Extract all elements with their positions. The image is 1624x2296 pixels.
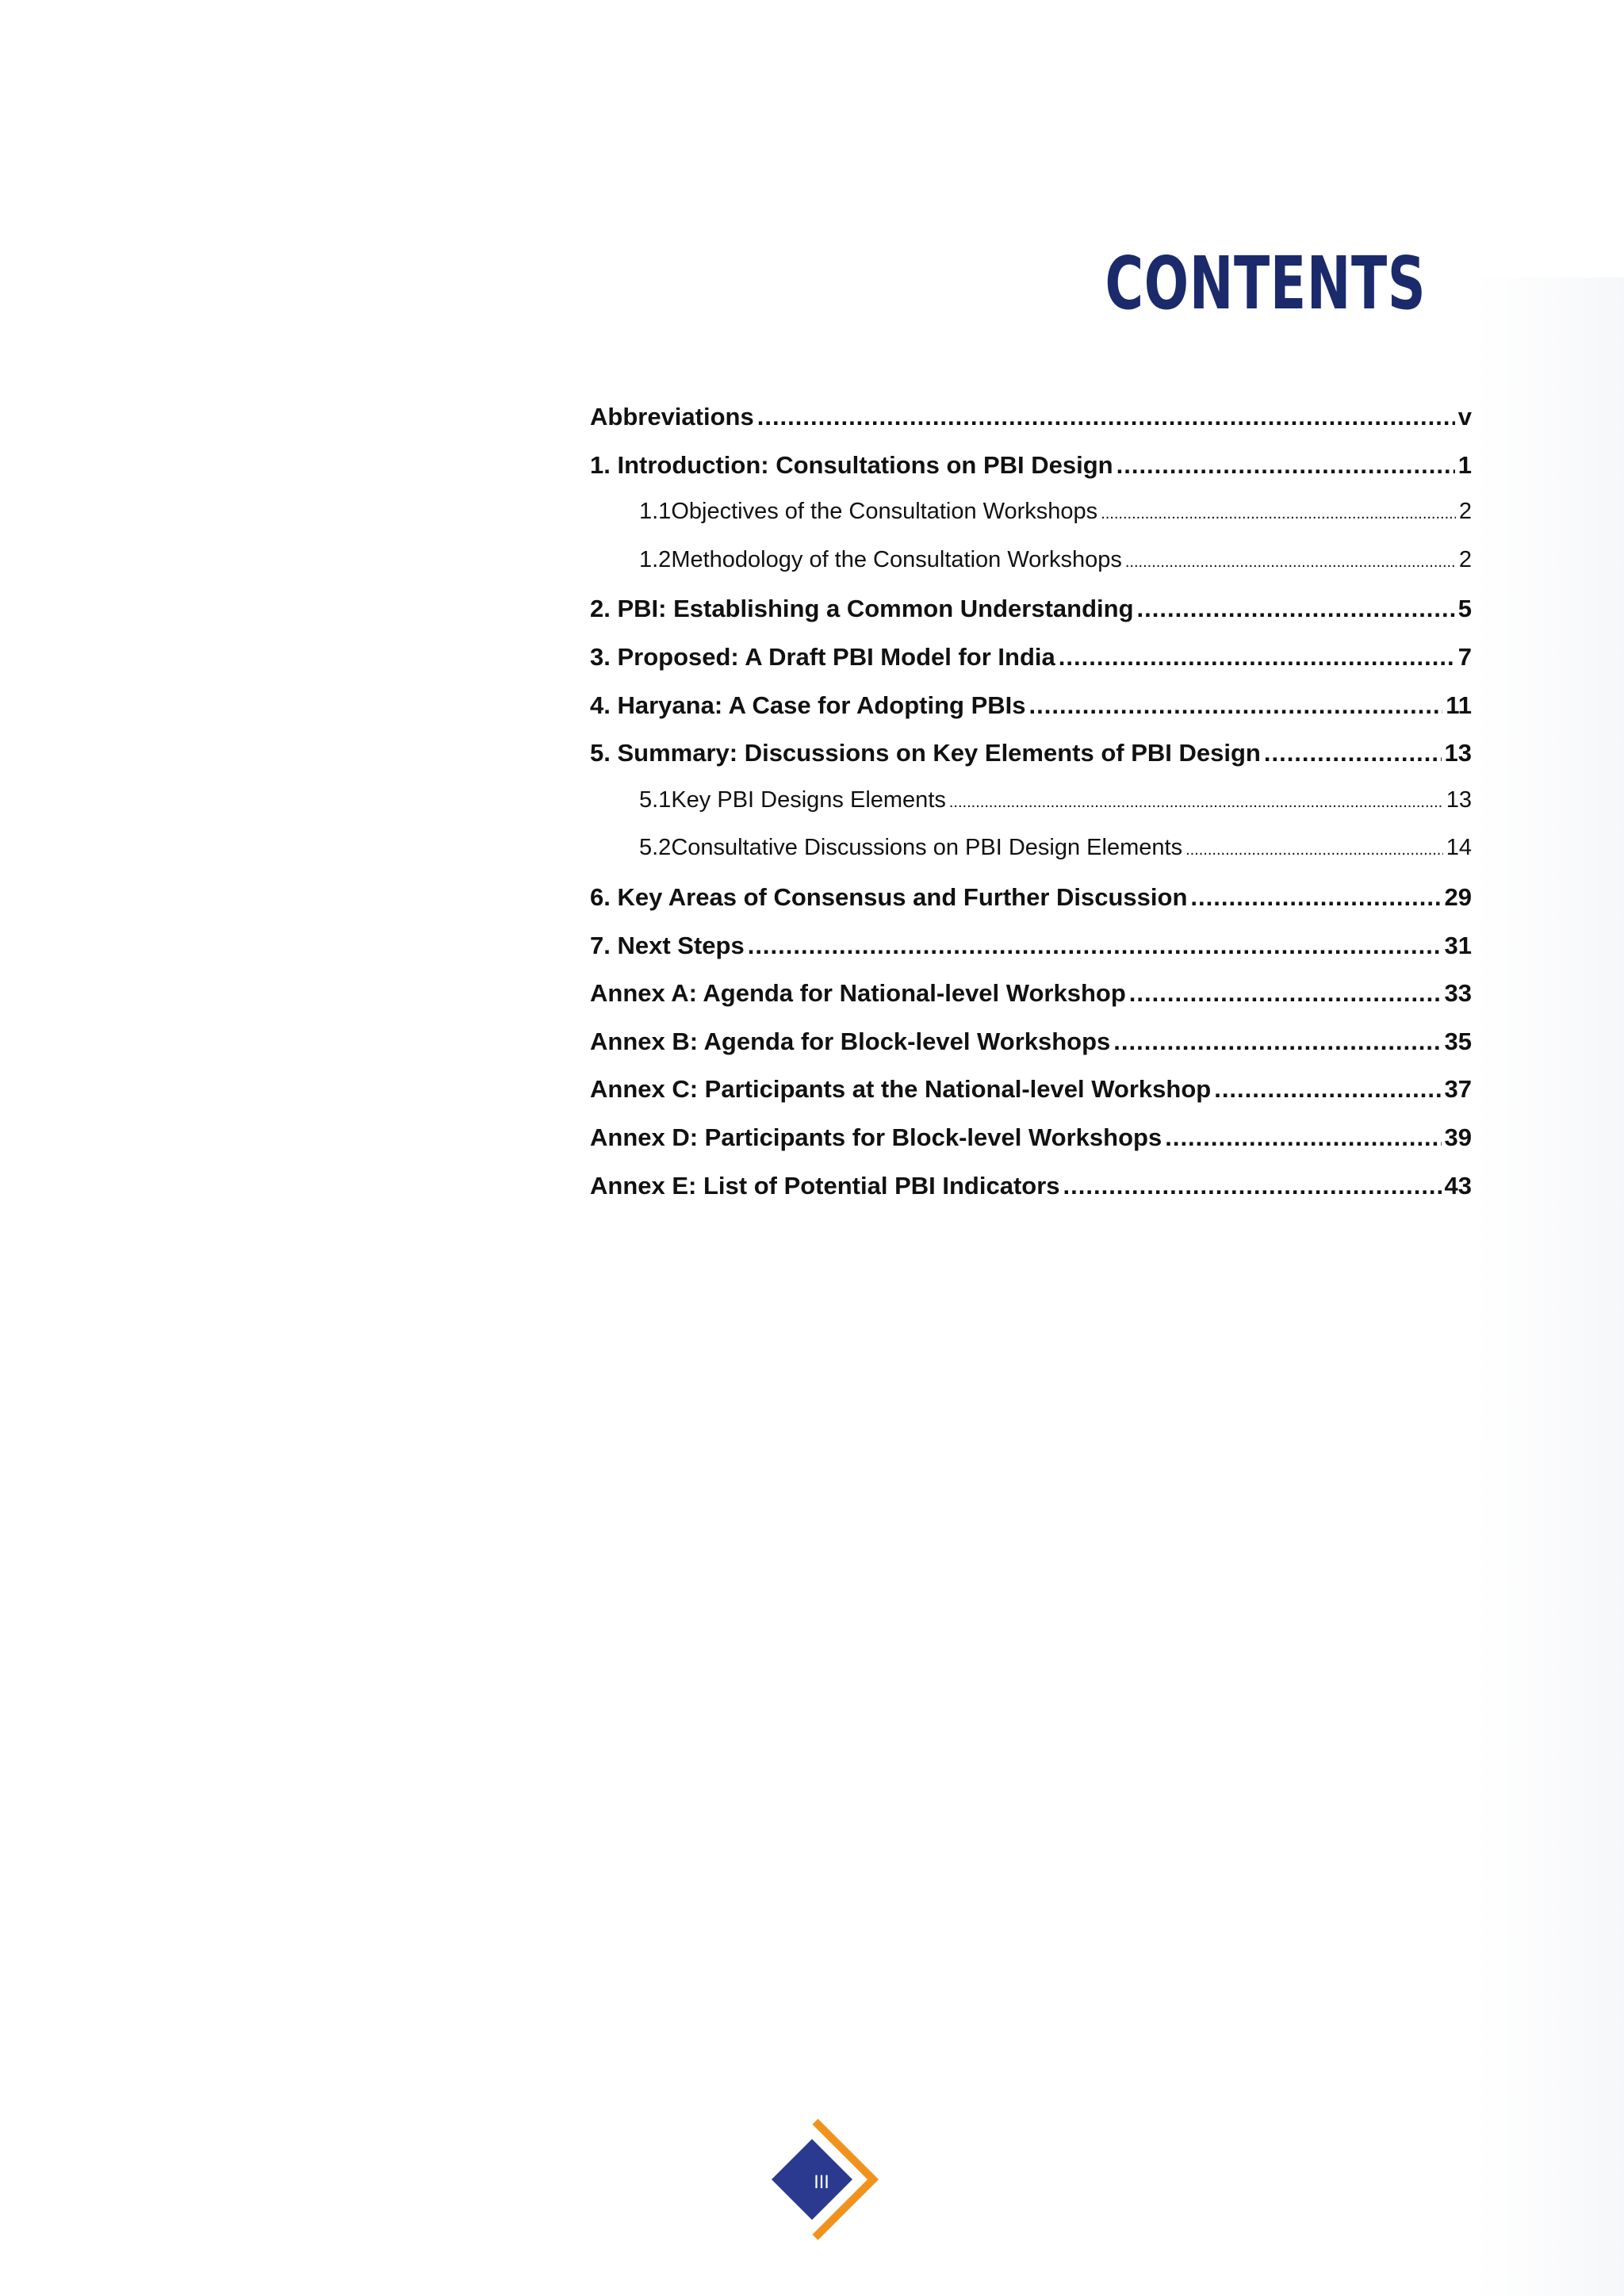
- toc-dot-leader: [757, 403, 1455, 431]
- toc-page-number: 13: [1446, 786, 1472, 813]
- toc-entry[interactable]: [590, 1027, 1472, 1076]
- toc-entry[interactable]: [590, 1075, 1472, 1123]
- table-of-contents: [590, 403, 1472, 1219]
- toc-entry[interactable]: [590, 1123, 1472, 1172]
- page-edge-shade: [1475, 277, 1624, 2296]
- toc-page-number: 7: [1457, 642, 1472, 671]
- toc-entry-number: 5.2: [639, 835, 672, 861]
- toc-entry-label: Abbreviations: [590, 403, 754, 430]
- toc-entry-number: 1.2: [639, 546, 672, 572]
- toc-dot-leader: [748, 932, 1442, 960]
- toc-entry-label: 3. Proposed: A Draft PBI Model for India: [590, 642, 1055, 671]
- page-number-badge: [760, 2115, 894, 2250]
- toc-subentry[interactable]: [590, 499, 1472, 547]
- toc-entry[interactable]: [590, 1172, 1472, 1220]
- toc-page-number: 13: [1444, 739, 1472, 767]
- toc-page-number: 14: [1446, 835, 1472, 861]
- toc-subentry[interactable]: [590, 547, 1472, 595]
- toc-entry[interactable]: [590, 932, 1472, 980]
- toc-page-number: 39: [1444, 1123, 1472, 1151]
- toc-page-number: 35: [1444, 1027, 1472, 1055]
- toc-page-number: 1: [1457, 450, 1472, 479]
- toc-entry-label: Annex C: Participants at the National-level Workshop: [590, 1075, 1212, 1104]
- toc-page-number: 31: [1444, 931, 1472, 959]
- toc-entry-label: 4. Haryana: A Case for Adopting PBIs: [590, 691, 1026, 719]
- toc-dot-leader: [1029, 691, 1443, 720]
- toc-entry-number: 5.1: [639, 786, 672, 813]
- toc-entry-label: Annex D: Participants for Block-level Workshops: [590, 1123, 1162, 1151]
- toc-entry-label: Key PBI Designs Elements: [671, 786, 946, 813]
- toc-entry[interactable]: [590, 691, 1472, 740]
- toc-dot-leader: [1190, 883, 1441, 912]
- toc-entry-label: Methodology of the Consultation Workshops: [671, 546, 1122, 572]
- toc-entry[interactable]: [590, 403, 1472, 451]
- toc-dot-leader: [1264, 739, 1442, 767]
- toc-dot-leader: [1063, 1172, 1442, 1200]
- toc-dot-leader: [1113, 1027, 1441, 1056]
- toc-dot-leader: [1185, 835, 1443, 861]
- toc-dot-leader: [1059, 643, 1455, 672]
- toc-entry-number: 1.1: [639, 499, 672, 525]
- toc-dot-leader: [1137, 595, 1455, 623]
- toc-page-number: 2: [1458, 546, 1472, 572]
- toc-entry[interactable]: [590, 451, 1472, 499]
- page-title: CONTENTS: [1105, 240, 1426, 326]
- toc-entry-label: 2. PBI: Establishing a Common Understanding: [590, 595, 1134, 623]
- toc-dot-leader: [1214, 1075, 1441, 1104]
- toc-page-number: 33: [1444, 979, 1472, 1008]
- toc-entry[interactable]: [590, 595, 1472, 643]
- toc-page-number: 43: [1444, 1171, 1472, 1200]
- toc-entry-label: Annex E: List of Potential PBI Indicators: [590, 1171, 1060, 1200]
- toc-dot-leader: [1125, 547, 1456, 573]
- toc-entry[interactable]: [590, 643, 1472, 691]
- toc-entry-label: Consultative Discussions on PBI Design Elements: [671, 835, 1183, 861]
- toc-page-number: 29: [1444, 882, 1472, 911]
- toc-entry-label: 5. Summary: Discussions on Key Elements of PBI Design: [590, 739, 1261, 767]
- toc-page-number: 2: [1458, 499, 1472, 525]
- toc-entry[interactable]: [590, 883, 1472, 932]
- toc-dot-leader: [1165, 1123, 1441, 1152]
- toc-dot-leader: [1101, 499, 1456, 525]
- toc-page-number: 37: [1444, 1075, 1472, 1104]
- toc-subentry[interactable]: [590, 835, 1472, 883]
- toc-entry-label: 1. Introduction: Consultations on PBI Design: [590, 450, 1113, 479]
- toc-entry-label: Annex A: Agenda for National-level Workshop: [590, 979, 1126, 1008]
- toc-dot-leader: [1129, 979, 1442, 1008]
- toc-page-number: v: [1457, 403, 1472, 430]
- toc-page-number: 11: [1446, 691, 1472, 719]
- toc-page-number: 5: [1457, 595, 1472, 623]
- toc-entry-label: Objectives of the Consultation Workshops: [671, 499, 1098, 525]
- toc-entry-label: 7. Next Steps: [590, 931, 745, 959]
- toc-entry-label: Annex B: Agenda for Block-level Workshops: [590, 1027, 1111, 1055]
- toc-entry-label: 6. Key Areas of Consensus and Further Discussion: [590, 882, 1188, 911]
- toc-dot-leader: [1116, 451, 1455, 480]
- toc-subentry[interactable]: [590, 787, 1472, 836]
- page-number: III: [814, 2172, 829, 2193]
- toc-entry[interactable]: [590, 739, 1472, 787]
- toc-dot-leader: [949, 787, 1443, 813]
- toc-entry[interactable]: [590, 979, 1472, 1027]
